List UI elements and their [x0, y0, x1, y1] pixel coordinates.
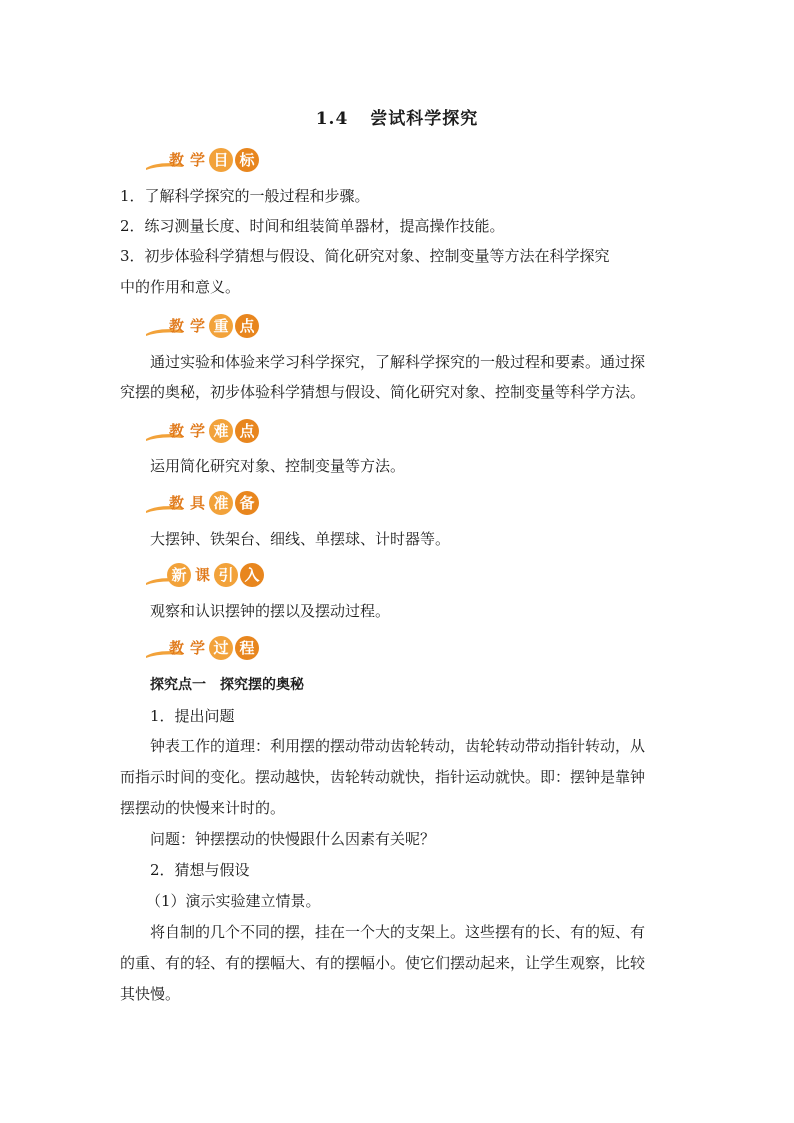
- section-number: 1.4: [315, 109, 349, 129]
- body-paragraph-continued: 其快慢。: [120, 985, 181, 1003]
- badge-char: 教: [169, 639, 185, 657]
- body-paragraph: 将自制的几个不同的摆，挂在一个大的支架上。这些摆有的长、有的短、有: [150, 923, 646, 941]
- badge-char-circle: 准: [209, 491, 233, 515]
- goal-item: 2．练习测量长度、时间和组装简单器材，提高操作技能。: [120, 217, 505, 235]
- badge-char: 具: [190, 494, 206, 512]
- badge-char-circle: 引: [214, 563, 238, 587]
- badge-char-circle: 重: [209, 314, 233, 338]
- badge-char: 课: [195, 566, 211, 584]
- badge-char-circle: 点: [235, 419, 259, 443]
- badge-char-circle: 目: [209, 148, 233, 172]
- badge-char: 学: [190, 317, 206, 335]
- badge-char: 教: [169, 494, 185, 512]
- exploration-heading: 探究点一 探究摆的奥秘: [150, 677, 304, 693]
- badge-char: 学: [190, 422, 206, 440]
- section-header-difficulty: [146, 417, 266, 447]
- body-paragraph-continued: 摆摆动的快慢来计时的。: [120, 799, 286, 817]
- sub-step: （1）演示实验建立情景。: [146, 892, 321, 910]
- difficulty-text: 运用简化研究对象、控制变量等方法。: [150, 457, 406, 475]
- subheading-question: 1．提出问题: [150, 707, 235, 725]
- badge-char-circle: 新: [167, 563, 191, 587]
- focus-paragraph: 通过实验和体验来学习科学探究，了解科学探究的一般过程和要素。通过探: [150, 353, 646, 371]
- tools-text: 大摆钟、铁架台、细线、单摆球、计时器等。: [150, 530, 451, 548]
- section-header-process: [146, 634, 266, 664]
- subheading-hypothesis: 2．猜想与假设: [150, 861, 250, 879]
- goal-item: 3．初步体验科学猜想与假设、简化研究对象、控制变量等方法在科学探究: [120, 247, 610, 265]
- intro-text: 观察和认识摆钟的摆以及摆动过程。: [150, 602, 391, 620]
- badge-char-circle: 点: [235, 314, 259, 338]
- body-paragraph: 钟表工作的道理：利用摆的摆动带动齿轮转动，齿轮转动带动指针转动，从: [150, 737, 646, 755]
- badge-char: 学: [190, 639, 206, 657]
- page-title: [0, 104, 794, 129]
- badge-char: 学: [190, 151, 206, 169]
- badge-char: 教: [169, 151, 185, 169]
- section-header-goals: [146, 146, 266, 176]
- badge-char: 教: [169, 422, 185, 440]
- badge-char: 教: [169, 317, 185, 335]
- question-text: 问题：钟摆摆动的快慢跟什么因素有关呢？: [150, 830, 436, 848]
- badge-char-circle: 备: [235, 491, 259, 515]
- title-text: 尝试科学探究: [370, 109, 479, 129]
- goal-item-continued: 中的作用和意义。: [120, 278, 241, 296]
- body-paragraph-continued: 而指示时间的变化。摆动越快，齿轮转动就快，指针运动就快。即：摆钟是靠钟: [120, 768, 646, 786]
- badge-char-circle: 标: [235, 148, 259, 172]
- section-header-tools: [146, 489, 266, 519]
- focus-paragraph-continued: 究摆的奥秘，初步体验科学猜想与假设、简化研究对象、控制变量等科学方法。: [120, 383, 646, 401]
- badge-char-circle: 入: [240, 563, 264, 587]
- section-header-intro: [146, 561, 266, 591]
- badge-char-circle: 程: [235, 636, 259, 660]
- badge-char-circle: 过: [209, 636, 233, 660]
- body-paragraph-continued: 的重、有的轻、有的摆幅大、有的摆幅小。使它们摆动起来，让学生观察，比较: [120, 954, 646, 972]
- badge-char-circle: 难: [209, 419, 233, 443]
- section-header-focus: [146, 312, 266, 342]
- goal-item: 1．了解科学探究的一般过程和步骤。: [120, 187, 370, 205]
